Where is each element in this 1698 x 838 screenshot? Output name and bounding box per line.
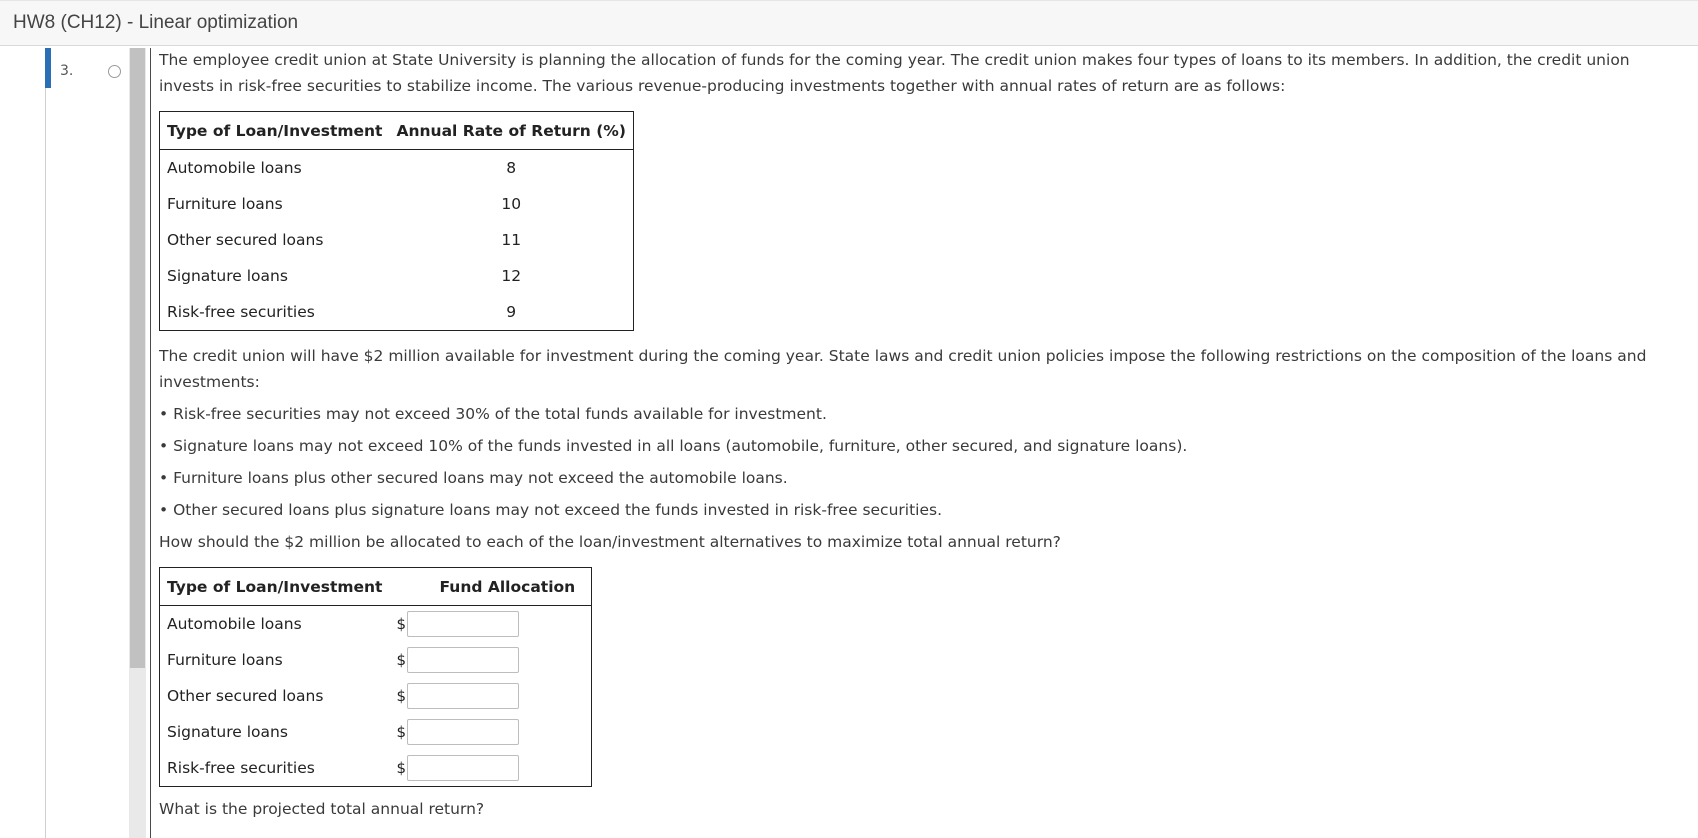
constraint-bullet: • Other secured loans plus signature loans may not exceed the funds invested in risk-free securities. <box>159 501 942 519</box>
constraints-intro: The credit union will have $2 million available for investment during the coming year. State laws and credit union policies impose the following restrictions on the composition of the loans and investments: <box>159 347 1647 391</box>
allocation-question: How should the $2 million be allocated to each of the loan/investment alternatives to maximize total annual return? <box>159 533 1061 551</box>
table-row <box>160 606 592 643</box>
table-row <box>160 222 634 258</box>
allocation-table <box>159 567 592 787</box>
scrollbar[interactable] <box>129 48 146 838</box>
rates-table <box>159 111 634 331</box>
rate-value: 11 <box>501 231 522 249</box>
automobile-loans-input[interactable] <box>407 611 519 637</box>
loan-type: Furniture loans <box>167 195 283 213</box>
assignment-title: HW8 (CH12) - Linear optimization <box>13 12 299 33</box>
title-bar <box>0 0 1698 46</box>
table-row <box>160 150 634 187</box>
dollar-sign: $ <box>396 687 407 706</box>
rates-col-rate: Annual Rate of Return (%) <box>389 112 633 150</box>
loan-type: Signature loans <box>167 723 288 741</box>
allocation-cell <box>389 678 591 714</box>
rate-value: 10 <box>501 195 522 213</box>
table-row <box>160 714 592 750</box>
allocation-cell <box>389 606 591 643</box>
table-row <box>160 294 634 331</box>
loan-type: Other secured loans <box>167 231 324 249</box>
alloc-col-allocation: Fund Allocation <box>389 568 591 606</box>
table-row <box>160 642 592 678</box>
allocation-cell <box>389 714 591 750</box>
table-row <box>160 678 592 714</box>
rate-value: 9 <box>506 303 517 321</box>
constraint-bullet: • Signature loans may not exceed 10% of the funds invested in all loans (automobile, furniture, other secured, and signature loans). <box>159 437 1188 455</box>
problem-intro: The employee credit union at State University is planning the allocation of funds for the coming year. The credit union makes four types of loans to its members. In addition, the credit union invests in risk-free securities to stabilize income. The various revenue-producing investments together with annual rates of return are as follows: <box>159 51 1630 95</box>
rate-value: 8 <box>506 159 517 177</box>
risk-free-securities-input[interactable] <box>407 755 519 781</box>
allocation-cell <box>389 750 591 787</box>
alloc-col-type: Type of Loan/Investment <box>160 568 390 606</box>
dollar-sign: $ <box>396 723 407 742</box>
signature-loans-input[interactable] <box>407 719 519 745</box>
table-row <box>160 750 592 787</box>
question-status-circle-icon <box>108 65 121 78</box>
furniture-loans-input[interactable] <box>407 647 519 673</box>
question-nav-column <box>45 48 130 838</box>
loan-type: Automobile loans <box>167 159 302 177</box>
constraint-bullet: • Risk-free securities may not exceed 30% of the total funds available for investment. <box>159 405 827 423</box>
content-divider <box>150 48 151 838</box>
constraint-bullet: • Furniture loans plus other secured loans may not exceed the automobile loans. <box>159 469 788 487</box>
question-content <box>159 47 1689 822</box>
question-number[interactable]: 3. <box>60 63 74 79</box>
total-return-question: What is the projected total annual return? <box>159 800 485 818</box>
scrollbar-thumb[interactable] <box>130 48 145 668</box>
dollar-sign: $ <box>396 615 407 634</box>
rate-value: 12 <box>501 267 522 285</box>
table-row <box>160 186 634 222</box>
other-secured-loans-input[interactable] <box>407 683 519 709</box>
loan-type: Risk-free securities <box>167 303 315 321</box>
allocation-cell <box>389 642 591 678</box>
loan-type: Furniture loans <box>167 651 283 669</box>
allocation-table-header <box>160 568 592 606</box>
rates-col-type: Type of Loan/Investment <box>160 112 390 150</box>
loan-type: Automobile loans <box>167 615 302 633</box>
dollar-sign: $ <box>396 759 407 778</box>
active-question-indicator <box>45 48 51 88</box>
dollar-sign: $ <box>396 651 407 670</box>
loan-type: Risk-free securities <box>167 759 315 777</box>
loan-type: Other secured loans <box>167 687 324 705</box>
rates-table-header <box>160 112 634 150</box>
loan-type: Signature loans <box>167 267 288 285</box>
table-row <box>160 258 634 294</box>
